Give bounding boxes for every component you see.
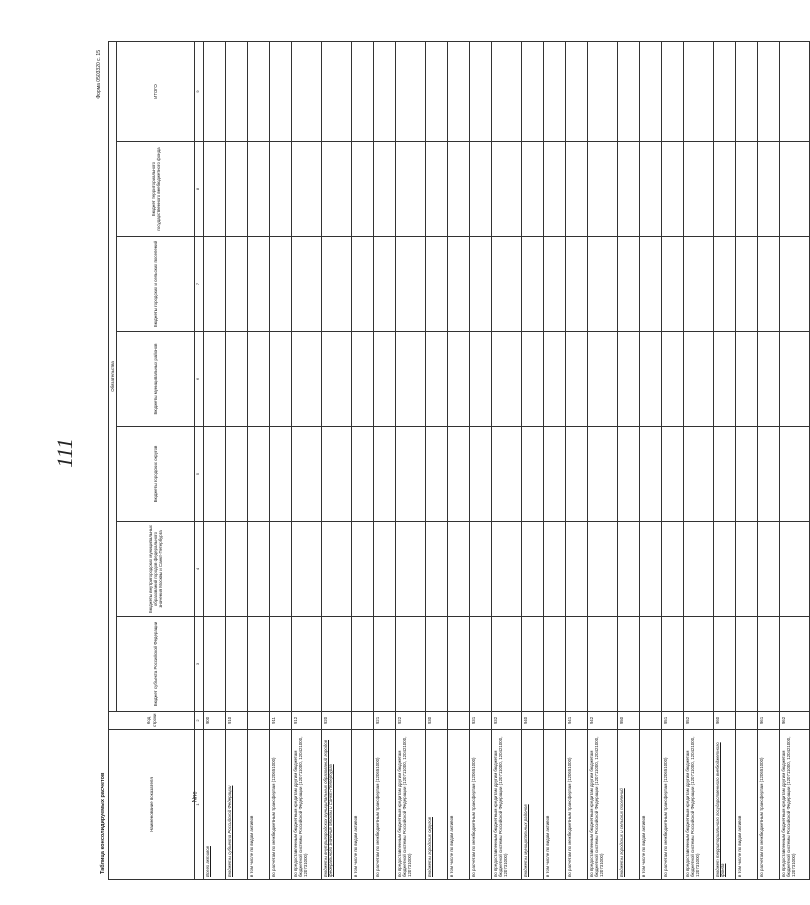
value-cell — [736, 332, 758, 427]
row-code: 930 — [426, 712, 448, 730]
value-cell — [248, 332, 270, 427]
row-name: по предоставленным бюджетным кредитам другим бюджетам бюджетной системы Российской Федерации (120711000, 120421000, 120731000) — [588, 730, 618, 880]
row-code: 960 — [714, 712, 736, 730]
value-cell — [736, 617, 758, 712]
row-code — [640, 712, 662, 730]
row-name: Бюджеты городских округов — [426, 730, 448, 880]
table-title: Таблица консолидируемых расчетов — [100, 772, 106, 874]
value-cell — [396, 41, 426, 141]
value-cell — [714, 142, 736, 237]
value-cell — [204, 332, 226, 427]
column-number: 7 — [195, 237, 204, 332]
value-cell — [270, 427, 292, 522]
value-cell — [226, 41, 248, 141]
value-cell — [758, 332, 780, 427]
row-code: 922 — [396, 712, 426, 730]
value-cell — [270, 237, 292, 332]
value-cell — [374, 617, 396, 712]
row-name: в том числе по видам активов — [352, 730, 374, 880]
column-number: 2 — [195, 712, 204, 730]
value-cell — [640, 617, 662, 712]
table-row — [248, 41, 270, 879]
value-cell — [292, 427, 322, 522]
table-row — [544, 41, 566, 879]
table-row — [448, 41, 470, 879]
consolidation-table — [108, 41, 810, 880]
value-cell — [662, 41, 684, 141]
value-cell — [544, 41, 566, 141]
table-row — [204, 41, 226, 879]
table-row — [352, 41, 374, 879]
value-cell — [448, 142, 470, 237]
value-cell — [684, 142, 714, 237]
row-name: в том числе по видам активов — [736, 730, 758, 880]
value-cell — [322, 617, 352, 712]
value-cell — [292, 617, 322, 712]
row-name: по предоставленным бюджетным кредитам другим бюджетам бюджетной системы Российской Федерации (120711000, 120421000, 120731000) — [492, 730, 522, 880]
row-name: в том числе по видам активов — [448, 730, 470, 880]
value-cell — [292, 142, 322, 237]
value-cell — [736, 142, 758, 237]
row-code: 941 — [566, 712, 588, 730]
header-group: Обязательства — [109, 41, 117, 711]
value-cell — [226, 427, 248, 522]
table-row — [374, 41, 396, 879]
value-cell — [640, 522, 662, 617]
value-cell — [226, 332, 248, 427]
value-cell — [780, 427, 810, 522]
value-cell — [566, 427, 588, 522]
value-cell — [780, 617, 810, 712]
value-cell — [270, 617, 292, 712]
value-cell — [662, 522, 684, 617]
value-cell — [292, 332, 322, 427]
value-cell — [448, 427, 470, 522]
row-name: по расчетам по межбюджетным трансфертам (120651000) — [270, 730, 292, 880]
value-cell — [758, 142, 780, 237]
column-header: Бюджеты муниципальных районов — [117, 332, 195, 427]
value-cell — [248, 617, 270, 712]
value-cell — [374, 522, 396, 617]
value-cell — [322, 522, 352, 617]
value-cell — [426, 142, 448, 237]
value-cell — [470, 332, 492, 427]
value-cell — [322, 41, 352, 141]
row-code — [248, 712, 270, 730]
row-code — [736, 712, 758, 730]
value-cell — [522, 427, 544, 522]
column-header: Бюджет субъекта Российской Федерации — [117, 617, 195, 712]
value-cell — [492, 237, 522, 332]
value-cell — [758, 41, 780, 141]
value-cell — [588, 522, 618, 617]
value-cell — [426, 237, 448, 332]
value-cell — [492, 41, 522, 141]
value-cell — [588, 332, 618, 427]
value-cell — [470, 237, 492, 332]
value-cell — [292, 522, 322, 617]
value-cell — [448, 617, 470, 712]
value-cell — [470, 41, 492, 141]
row-code: 910 — [226, 712, 248, 730]
value-cell — [322, 332, 352, 427]
value-cell — [544, 427, 566, 522]
value-cell — [352, 41, 374, 141]
value-cell — [492, 522, 522, 617]
value-cell — [714, 41, 736, 141]
value-cell — [780, 142, 810, 237]
row-code: 942 — [588, 712, 618, 730]
row-name: по расчетам по межбюджетным трансфертам (120651000) — [566, 730, 588, 880]
value-cell — [588, 237, 618, 332]
value-cell — [566, 617, 588, 712]
value-cell — [780, 237, 810, 332]
value-cell — [470, 427, 492, 522]
table-row — [226, 41, 248, 879]
value-cell — [396, 142, 426, 237]
value-cell — [270, 41, 292, 141]
value-cell — [426, 332, 448, 427]
row-code — [544, 712, 566, 730]
value-cell — [374, 332, 396, 427]
row-code: 961 — [758, 712, 780, 730]
value-cell — [758, 237, 780, 332]
row-name: в том числе по видам активов — [248, 730, 270, 880]
value-cell — [204, 237, 226, 332]
header-code: Код строки — [109, 712, 195, 730]
value-cell — [352, 332, 374, 427]
table-body — [204, 41, 810, 879]
table-row — [640, 41, 662, 879]
value-cell — [684, 522, 714, 617]
row-name: Бюджеты субъекта Российской Федерации — [226, 730, 248, 880]
row-name: по предоставленным бюджетным кредитам другим бюджетам бюджетной системы Российской Федерации (120711000, 120421000, 120731000) — [292, 730, 322, 880]
value-cell — [780, 332, 810, 427]
form-label: Форма 0503320 с. 15 — [96, 50, 102, 99]
table-row — [396, 41, 426, 879]
value-cell — [736, 41, 758, 141]
value-cell — [544, 522, 566, 617]
side-text: Nnc — [192, 791, 199, 803]
row-code: 932 — [492, 712, 522, 730]
value-cell — [270, 522, 292, 617]
row-code: 931 — [470, 712, 492, 730]
value-cell — [396, 522, 426, 617]
value-cell — [226, 617, 248, 712]
row-code: 912 — [292, 712, 322, 730]
value-cell — [522, 617, 544, 712]
value-cell — [226, 237, 248, 332]
row-name: по предоставленным бюджетным кредитам другим бюджетам бюджетной системы Российской Федерации (120711000, 120421000, 120731000) — [684, 730, 714, 880]
value-cell — [640, 142, 662, 237]
value-cell — [448, 41, 470, 141]
table-row — [270, 41, 292, 879]
value-cell — [492, 617, 522, 712]
row-name: по расчетам по межбюджетным трансфертам (120651000) — [662, 730, 684, 880]
value-cell — [374, 142, 396, 237]
value-cell — [396, 427, 426, 522]
value-cell — [396, 237, 426, 332]
value-cell — [684, 237, 714, 332]
row-code: 951 — [662, 712, 684, 730]
value-cell — [662, 427, 684, 522]
value-cell — [684, 617, 714, 712]
row-code: 962 — [780, 712, 810, 730]
value-cell — [396, 332, 426, 427]
value-cell — [204, 142, 226, 237]
value-cell — [204, 617, 226, 712]
value-cell — [640, 237, 662, 332]
value-cell — [522, 142, 544, 237]
value-cell — [618, 41, 640, 141]
value-cell — [292, 41, 322, 141]
value-cell — [426, 617, 448, 712]
row-name: по предоставленным бюджетным кредитам другим бюджетам бюджетной системы Российской Федерации (120711000, 120421000, 120731000) — [396, 730, 426, 880]
value-cell — [270, 332, 292, 427]
value-cell — [640, 332, 662, 427]
value-cell — [736, 427, 758, 522]
value-cell — [544, 617, 566, 712]
column-number: 6 — [195, 332, 204, 427]
row-code: 940 — [522, 712, 544, 730]
column-number: 1 — [195, 730, 204, 880]
rotated-table-area — [96, 42, 797, 880]
value-cell — [522, 332, 544, 427]
header-name: Наименование показателя — [109, 730, 195, 880]
table-row — [662, 41, 684, 879]
value-cell — [566, 332, 588, 427]
value-cell — [544, 332, 566, 427]
value-cell — [588, 427, 618, 522]
row-name: по предоставленным бюджетным кредитам другим бюджетам бюджетной системы Российской Федерации (120711000, 120421000, 120731000) — [780, 730, 810, 880]
column-header: Бюджеты внутригородских муниципальных образований городов федерального значения Москвы и Санкт-Петербурга — [117, 522, 195, 617]
table-row — [736, 41, 758, 879]
value-cell — [352, 237, 374, 332]
value-cell — [248, 41, 270, 141]
row-code — [352, 712, 374, 730]
value-cell — [544, 142, 566, 237]
value-cell — [322, 427, 352, 522]
value-cell — [492, 332, 522, 427]
value-cell — [270, 142, 292, 237]
row-name: по расчетам по межбюджетным трансфертам (120651000) — [374, 730, 396, 880]
value-cell — [566, 237, 588, 332]
value-cell — [780, 41, 810, 141]
value-cell — [470, 522, 492, 617]
column-number: 9 — [195, 41, 204, 141]
value-cell — [226, 522, 248, 617]
value-cell — [714, 237, 736, 332]
row-name: по расчетам по межбюджетным трансфертам (120651000) — [470, 730, 492, 880]
value-cell — [374, 41, 396, 141]
table-row — [714, 41, 736, 879]
value-cell — [662, 237, 684, 332]
table-row — [470, 41, 492, 879]
value-cell — [588, 617, 618, 712]
row-code: 920 — [322, 712, 352, 730]
value-cell — [618, 237, 640, 332]
column-number: 3 — [195, 617, 204, 712]
value-cell — [736, 237, 758, 332]
table-row — [322, 41, 352, 879]
row-code: 911 — [270, 712, 292, 730]
value-cell — [544, 237, 566, 332]
value-cell — [492, 142, 522, 237]
value-cell — [492, 427, 522, 522]
table-row — [758, 41, 780, 879]
page-number: 111 — [51, 438, 77, 468]
column-number: 8 — [195, 142, 204, 237]
table-row — [426, 41, 448, 879]
row-name: в том числе по видам активов — [640, 730, 662, 880]
row-name: Бюджет территориального государственного внебюджетного фонда — [714, 730, 736, 880]
value-cell — [248, 427, 270, 522]
value-cell — [522, 237, 544, 332]
table-row — [618, 41, 640, 879]
value-cell — [292, 237, 322, 332]
value-cell — [662, 617, 684, 712]
value-cell — [248, 142, 270, 237]
row-name: Бюджеты внутригородских муниципальных образований городов федерального значения Москвы и Санкт-Петербурга — [322, 730, 352, 880]
value-cell — [662, 142, 684, 237]
value-cell — [758, 617, 780, 712]
value-cell — [352, 522, 374, 617]
value-cell — [714, 427, 736, 522]
landscape-sheet — [96, 42, 797, 880]
table-row — [492, 41, 522, 879]
row-code: 921 — [374, 712, 396, 730]
table-row — [292, 41, 322, 879]
value-cell — [522, 41, 544, 141]
value-cell — [758, 522, 780, 617]
value-cell — [352, 427, 374, 522]
column-header: Бюджеты городских и сельских поселений — [117, 237, 195, 332]
row-code: 950 — [618, 712, 640, 730]
value-cell — [780, 522, 810, 617]
value-cell — [448, 522, 470, 617]
column-header: Бюджет территориального государственного внебюджетного фонда — [117, 142, 195, 237]
value-cell — [426, 427, 448, 522]
value-cell — [396, 617, 426, 712]
value-cell — [522, 522, 544, 617]
value-cell — [322, 142, 352, 237]
value-cell — [640, 427, 662, 522]
value-cell — [374, 237, 396, 332]
value-cell — [352, 617, 374, 712]
value-cell — [426, 41, 448, 141]
value-cell — [226, 142, 248, 237]
value-cell — [566, 41, 588, 141]
value-cell — [758, 427, 780, 522]
row-name: по расчетам по межбюджетным трансфертам (120651000) — [758, 730, 780, 880]
row-name: Всего активов — [204, 730, 226, 880]
table-row — [566, 41, 588, 879]
value-cell — [588, 142, 618, 237]
row-code: 952 — [684, 712, 714, 730]
value-cell — [640, 41, 662, 141]
value-cell — [714, 332, 736, 427]
value-cell — [204, 522, 226, 617]
value-cell — [448, 332, 470, 427]
column-number-row — [195, 41, 204, 879]
value-cell — [736, 522, 758, 617]
row-name: Бюджеты городских и сельских поселений — [618, 730, 640, 880]
value-cell — [566, 142, 588, 237]
value-cell — [588, 41, 618, 141]
value-cell — [618, 142, 640, 237]
column-number: 5 — [195, 427, 204, 522]
value-cell — [662, 332, 684, 427]
value-cell — [618, 332, 640, 427]
value-cell — [352, 142, 374, 237]
value-cell — [684, 41, 714, 141]
column-header: Бюджеты городских округов — [117, 427, 195, 522]
row-code — [448, 712, 470, 730]
value-cell — [248, 237, 270, 332]
row-name: Бюджеты муниципальных районов — [522, 730, 544, 880]
table-row — [522, 41, 544, 879]
value-cell — [426, 522, 448, 617]
value-cell — [470, 617, 492, 712]
value-cell — [204, 427, 226, 522]
value-cell — [374, 427, 396, 522]
value-cell — [248, 522, 270, 617]
value-cell — [618, 427, 640, 522]
value-cell — [684, 427, 714, 522]
row-code: 900 — [204, 712, 226, 730]
value-cell — [684, 332, 714, 427]
value-cell — [566, 522, 588, 617]
value-cell — [470, 142, 492, 237]
row-name: в том числе по видам активов — [544, 730, 566, 880]
value-cell — [714, 617, 736, 712]
table-row — [588, 41, 618, 879]
value-cell — [618, 522, 640, 617]
column-header: ИТОГО — [117, 41, 195, 141]
value-cell — [448, 237, 470, 332]
value-cell — [618, 617, 640, 712]
value-cell — [714, 522, 736, 617]
table-row — [684, 41, 714, 879]
value-cell — [204, 41, 226, 141]
column-number: 4 — [195, 522, 204, 617]
value-cell — [322, 237, 352, 332]
table-row — [780, 41, 810, 879]
